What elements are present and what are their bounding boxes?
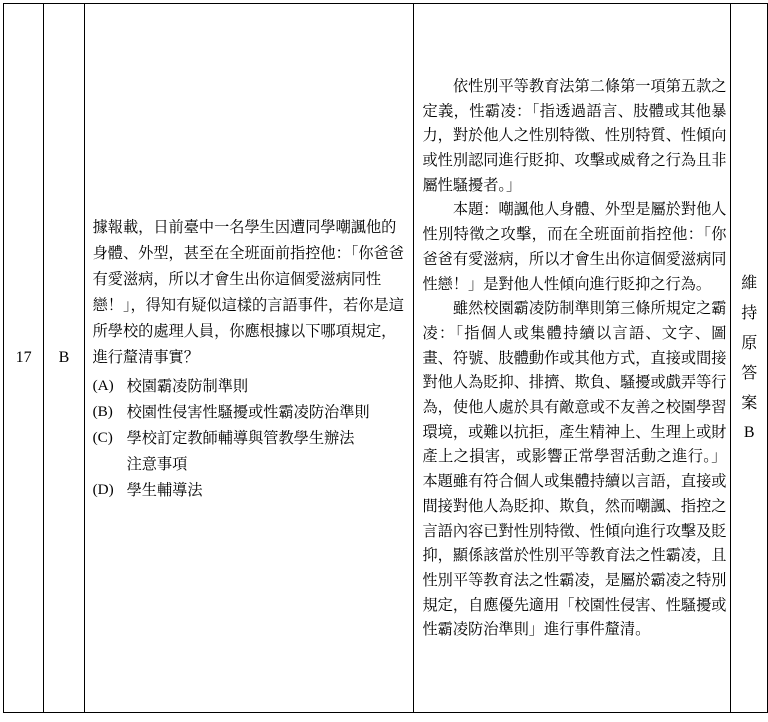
option-text: 校園性侵害性騷擾或性霸凌防治準則 [126, 402, 370, 421]
explanation-paragraph: 本題：嘲諷他人身體、外型是屬於對他人性別特徵之攻擊，而在全班面前指控他：「你爸爸有愛滋病，所以才會生出你這個愛滋病同性戀！」是對他人性傾向進行貶抑之行為。 [422, 200, 727, 293]
option-c-continuation: 注意事項 [126, 454, 188, 473]
answer-review-table [3, 3, 768, 713]
option-text: 校園霸凌防制準則 [126, 376, 249, 395]
explanation-cell [414, 4, 731, 713]
verdict-char: 答 [741, 363, 758, 382]
verdict-char: 維 [741, 273, 758, 292]
option-d [93, 477, 410, 503]
verdict-char: 原 [741, 333, 758, 352]
option-a [93, 373, 410, 399]
verdict-char: 持 [741, 303, 758, 322]
verdict-cell [731, 4, 768, 713]
option-label: (B) [92, 402, 113, 420]
question-number: 17 [15, 349, 32, 366]
question-cell [84, 4, 414, 713]
explanation-paragraph: 雖然校園霸凌防制準則第三條所規定之霸凌：「指個人或集體持續以言語、文字、圖畫、符號、肢體動作或其他方式，直接或間接對他人為貶抑、排擠、欺負、騷擾或戲弄等行為，使他人處於具有敵意或不友善之校園學習環境，或難以抗拒，產生精神上、生理上或財產上之損害，或影響正常學習活動之進行。」本題雖有符合個人或集體持續以言語，直接或間接對他人為貶抑、欺負，然而嘲諷、指控之言語內容已對性別特徵、性傾向進行攻擊及貶抑，顯係該當於性別平等教育法之性霸凌，且性別平等教育法之性霸凌，是屬於霸凌之特別規定，自應優先適用「校園性侵害、性騷擾或性霸凌防治準則」進行事件釐清。 [422, 299, 727, 639]
verdict-char: 案 [741, 393, 758, 412]
option-label: (C) [92, 428, 113, 446]
option-text: 學生輔導法 [126, 480, 203, 499]
verdict-char: B [743, 424, 755, 441]
question-number-cell [4, 4, 44, 713]
option-label: (D) [92, 480, 114, 498]
option-b [93, 399, 410, 425]
original-answer: B [58, 349, 70, 366]
question-stem: 據報載，日前臺中一名學生因遭同學嘲諷他的身體、外型，甚至在全班面前指控他：「你爸爸有愛滋病，所以才會生出你這個愛滋病同性戀！」，得知有疑似這樣的言語事件，若你是這所學校的處理人員，你應根據以下哪項規定，進行釐清事實？ [92, 217, 404, 366]
table-row [4, 4, 768, 713]
option-label: (A) [92, 376, 114, 394]
option-c [93, 425, 410, 451]
answer-cell [44, 4, 84, 713]
explanation-paragraph: 依性別平等教育法第二條第一項第五款之定義，性霸凌：「指透過語言、肢體或其他暴力，對於他人之性別特徵、性別特質、性傾向或性別認同進行貶抑、攻擊或威脅之行為且非屬性騷擾者。」 [422, 76, 727, 194]
option-text: 學校訂定教師輔導與管教學生辦法 [126, 428, 355, 447]
